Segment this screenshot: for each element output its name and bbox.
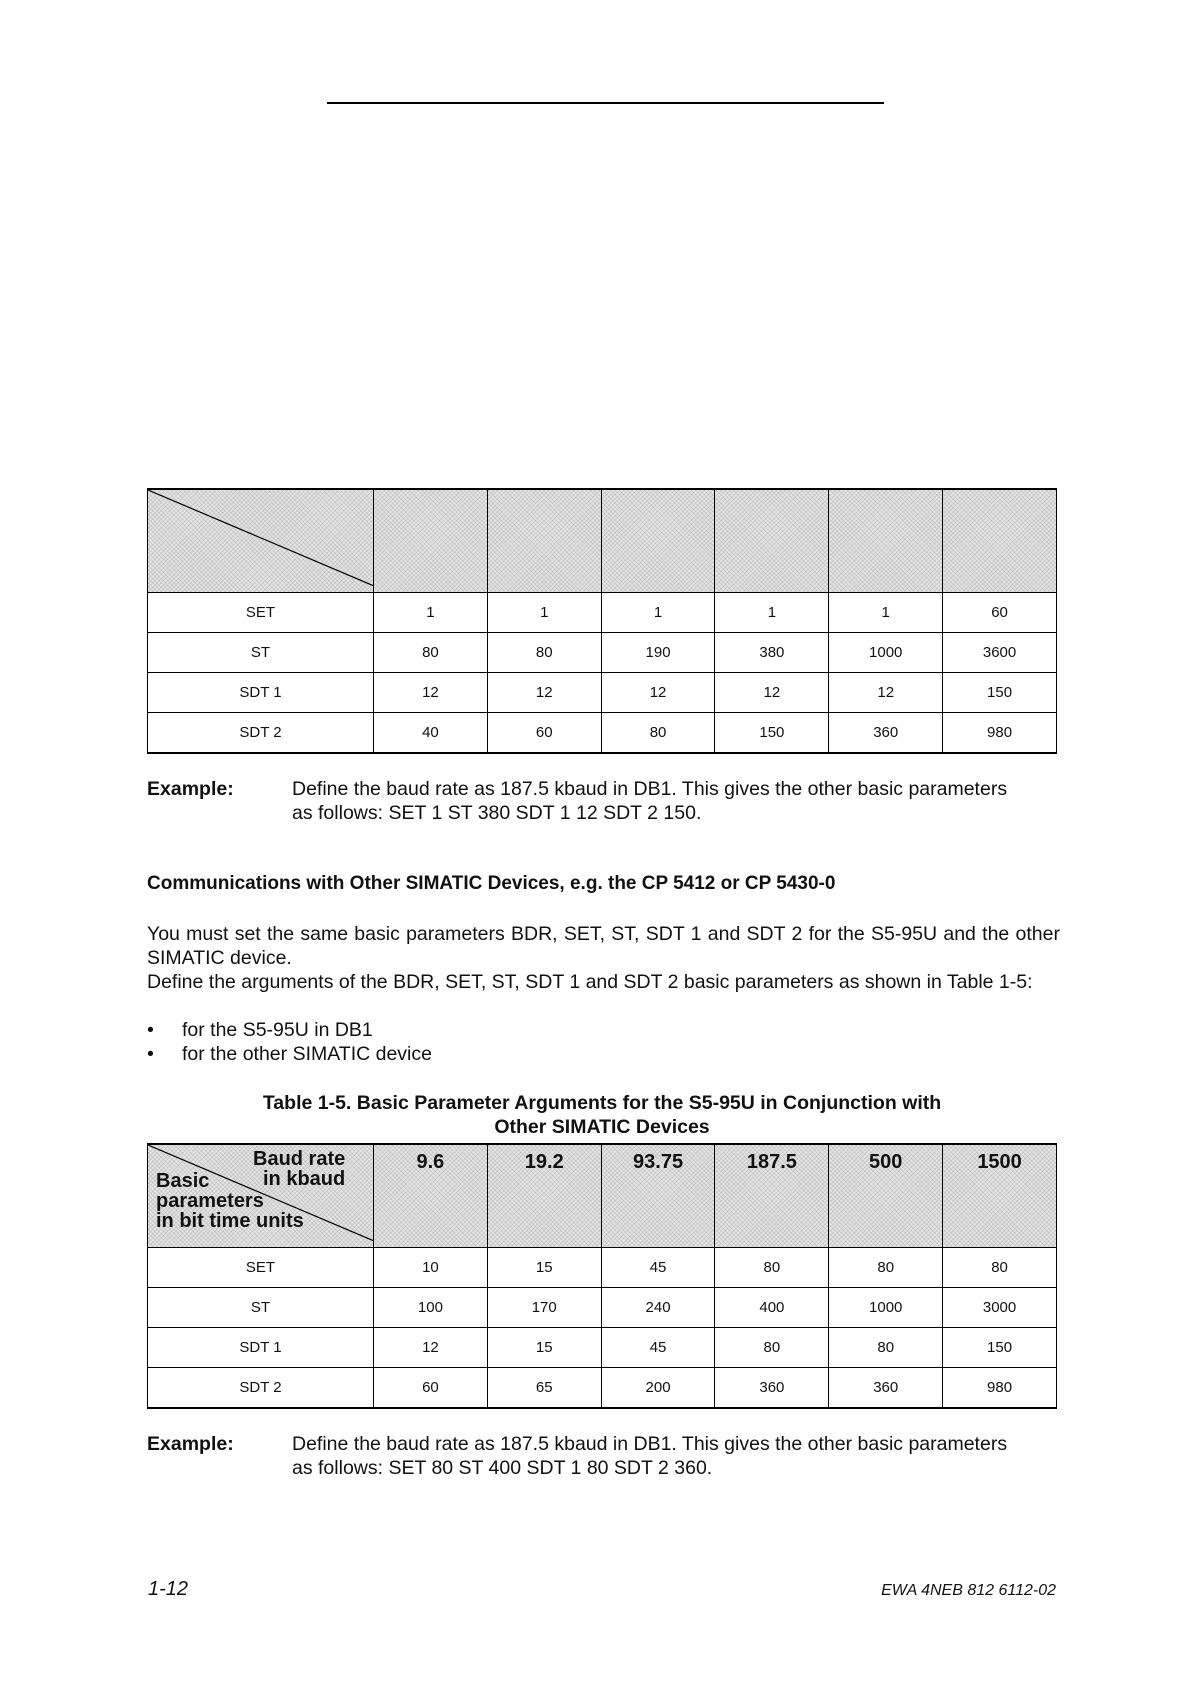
caption-line: Table 1-5. Basic Parameter Arguments for the S5-95U in Conjunction with	[262, 1092, 942, 1114]
table-cell: 150	[943, 1328, 1057, 1368]
table-cell: 1000	[829, 633, 943, 673]
table-2-header-cell: 9.6	[374, 1144, 488, 1248]
table-cell: 360	[829, 1368, 943, 1409]
table-cell: 980	[943, 1368, 1057, 1409]
row-label: SET	[148, 1248, 374, 1288]
top-rule	[327, 102, 884, 104]
corner-basic: Basic	[156, 1170, 210, 1192]
table-row	[148, 593, 1057, 633]
table-cell: 15	[487, 1248, 601, 1288]
table-1-header-cell	[487, 489, 601, 593]
table-row	[148, 713, 1057, 754]
table-2-header-cell: 500	[829, 1144, 943, 1248]
table-cell: 3000	[943, 1288, 1057, 1328]
diagonal-line-icon	[148, 490, 374, 586]
document-code: EWA 4NEB 812 6112-02	[881, 1582, 1056, 1599]
row-label: ST	[148, 633, 374, 673]
table-1-header-row	[148, 489, 1057, 593]
example-label: Example:	[147, 778, 234, 800]
table-cell: 100	[374, 1288, 488, 1328]
table-row	[148, 1248, 1057, 1288]
table-row	[148, 633, 1057, 673]
table-cell: 360	[829, 713, 943, 754]
table-1-header-cell	[601, 489, 715, 593]
corner-in-kbaud: in kbaud	[263, 1168, 346, 1190]
table-1-header-cell	[374, 489, 488, 593]
row-label: SDT 1	[148, 673, 374, 713]
table-cell: 12	[374, 1328, 488, 1368]
table-cell: 12	[829, 673, 943, 713]
example-text	[292, 1432, 1060, 1480]
example-text	[292, 777, 1060, 825]
table-cell: 190	[601, 633, 715, 673]
table-cell: 45	[601, 1328, 715, 1368]
table-cell: 80	[715, 1248, 829, 1288]
table-cell: 65	[487, 1368, 601, 1409]
page-number: 1-12	[148, 1578, 189, 1600]
table-cell: 400	[715, 1288, 829, 1328]
table-cell: 80	[374, 633, 488, 673]
paragraph: You must set the same basic parameters BDR, SET, ST, SDT 1 and SDT 2 for the S5-95U and the other SIMATIC device.	[147, 923, 1060, 969]
example-line: as follows: SET 80 ST 400 SDT 1 80 SDT 2 360.	[292, 1457, 713, 1479]
table-cell: 15	[487, 1328, 601, 1368]
section-heading: Communications with Other SIMATIC Devices, e.g. the CP 5412 or CP 5430-0	[147, 873, 836, 894]
table-cell: 1	[487, 593, 601, 633]
table-2-header-cell: 1500	[943, 1144, 1057, 1248]
table-cell: 150	[943, 673, 1057, 713]
table-1-header-cell	[829, 489, 943, 593]
table-cell: 200	[601, 1368, 715, 1409]
table-cell: 3600	[943, 633, 1057, 673]
example-line: as follows: SET 1 ST 380 SDT 1 12 SDT 2 150.	[292, 802, 702, 824]
bullet-icon: •	[147, 1019, 154, 1041]
table-cell: 80	[829, 1248, 943, 1288]
table-cell: 1	[601, 593, 715, 633]
row-label: ST	[148, 1288, 374, 1328]
table-2-header-cell: 187.5	[715, 1144, 829, 1248]
table-cell: 170	[487, 1288, 601, 1328]
table-cell: 80	[715, 1328, 829, 1368]
row-label: SET	[148, 593, 374, 633]
table-cell: 80	[601, 713, 715, 754]
table-cell: 1	[715, 593, 829, 633]
table-cell: 1000	[829, 1288, 943, 1328]
list-item-text: for the S5-95U in DB1	[182, 1019, 373, 1041]
table-1-header-cell	[943, 489, 1057, 593]
table-cell: 60	[374, 1368, 488, 1409]
table-row	[148, 1328, 1057, 1368]
list-item	[147, 1018, 432, 1042]
table-cell: 80	[829, 1328, 943, 1368]
table-cell: 45	[601, 1248, 715, 1288]
table-cell: 12	[601, 673, 715, 713]
example-1	[147, 777, 1060, 825]
table-cell: 12	[487, 673, 601, 713]
table-1-corner-cell	[148, 489, 374, 593]
table-cell: 12	[715, 673, 829, 713]
corner-parameters: parameters	[156, 1190, 264, 1212]
example-label: Example:	[147, 1433, 234, 1455]
table-cell: 360	[715, 1368, 829, 1409]
table-cell: 240	[601, 1288, 715, 1328]
table-cell: 10	[374, 1248, 488, 1288]
table-row	[148, 673, 1057, 713]
bullet-list	[147, 1018, 432, 1066]
table-cell: 40	[374, 713, 488, 754]
table-cell: 60	[943, 593, 1057, 633]
example-2	[147, 1432, 1060, 1480]
table-2-header-row	[148, 1144, 1057, 1248]
table-cell: 150	[715, 713, 829, 754]
table-cell: 380	[715, 633, 829, 673]
table-cell: 1	[829, 593, 943, 633]
table-cell: 60	[487, 713, 601, 754]
table-cell: 980	[943, 713, 1057, 754]
table-2-corner-cell	[148, 1144, 374, 1248]
table-row	[148, 1368, 1057, 1409]
table-cell: 1	[374, 593, 488, 633]
row-label: SDT 1	[148, 1328, 374, 1368]
corner-baud-rate: Baud rate	[253, 1148, 346, 1170]
table-cell: 80	[943, 1248, 1057, 1288]
baud-table-1	[147, 488, 1057, 754]
caption-line: Other SIMATIC Devices	[494, 1116, 710, 1138]
example-line: Define the baud rate as 187.5 kbaud in DB1. This gives the other basic parameters	[292, 1433, 1008, 1455]
row-label: SDT 2	[148, 1368, 374, 1409]
table-2-header-cell: 19.2	[487, 1144, 601, 1248]
table-1-header-cell	[715, 489, 829, 593]
table-caption	[147, 1091, 1057, 1139]
bullet-icon: •	[147, 1043, 154, 1065]
example-line: Define the baud rate as 187.5 kbaud in DB1. This gives the other basic parameters	[292, 778, 1008, 800]
row-label: SDT 2	[148, 713, 374, 754]
corner-bit-time-units: in bit time units	[156, 1210, 304, 1232]
table-2-header-cell: 93.75	[601, 1144, 715, 1248]
table-cell: 12	[374, 673, 488, 713]
baud-table-2	[147, 1143, 1057, 1409]
list-item-text: for the other SIMATIC device	[182, 1043, 432, 1065]
paragraph: Define the arguments of the BDR, SET, ST, SDT 1 and SDT 2 basic parameters as shown in Table 1-5:	[147, 971, 1033, 993]
table-row	[148, 1288, 1057, 1328]
table-cell: 80	[487, 633, 601, 673]
list-item	[147, 1042, 432, 1066]
